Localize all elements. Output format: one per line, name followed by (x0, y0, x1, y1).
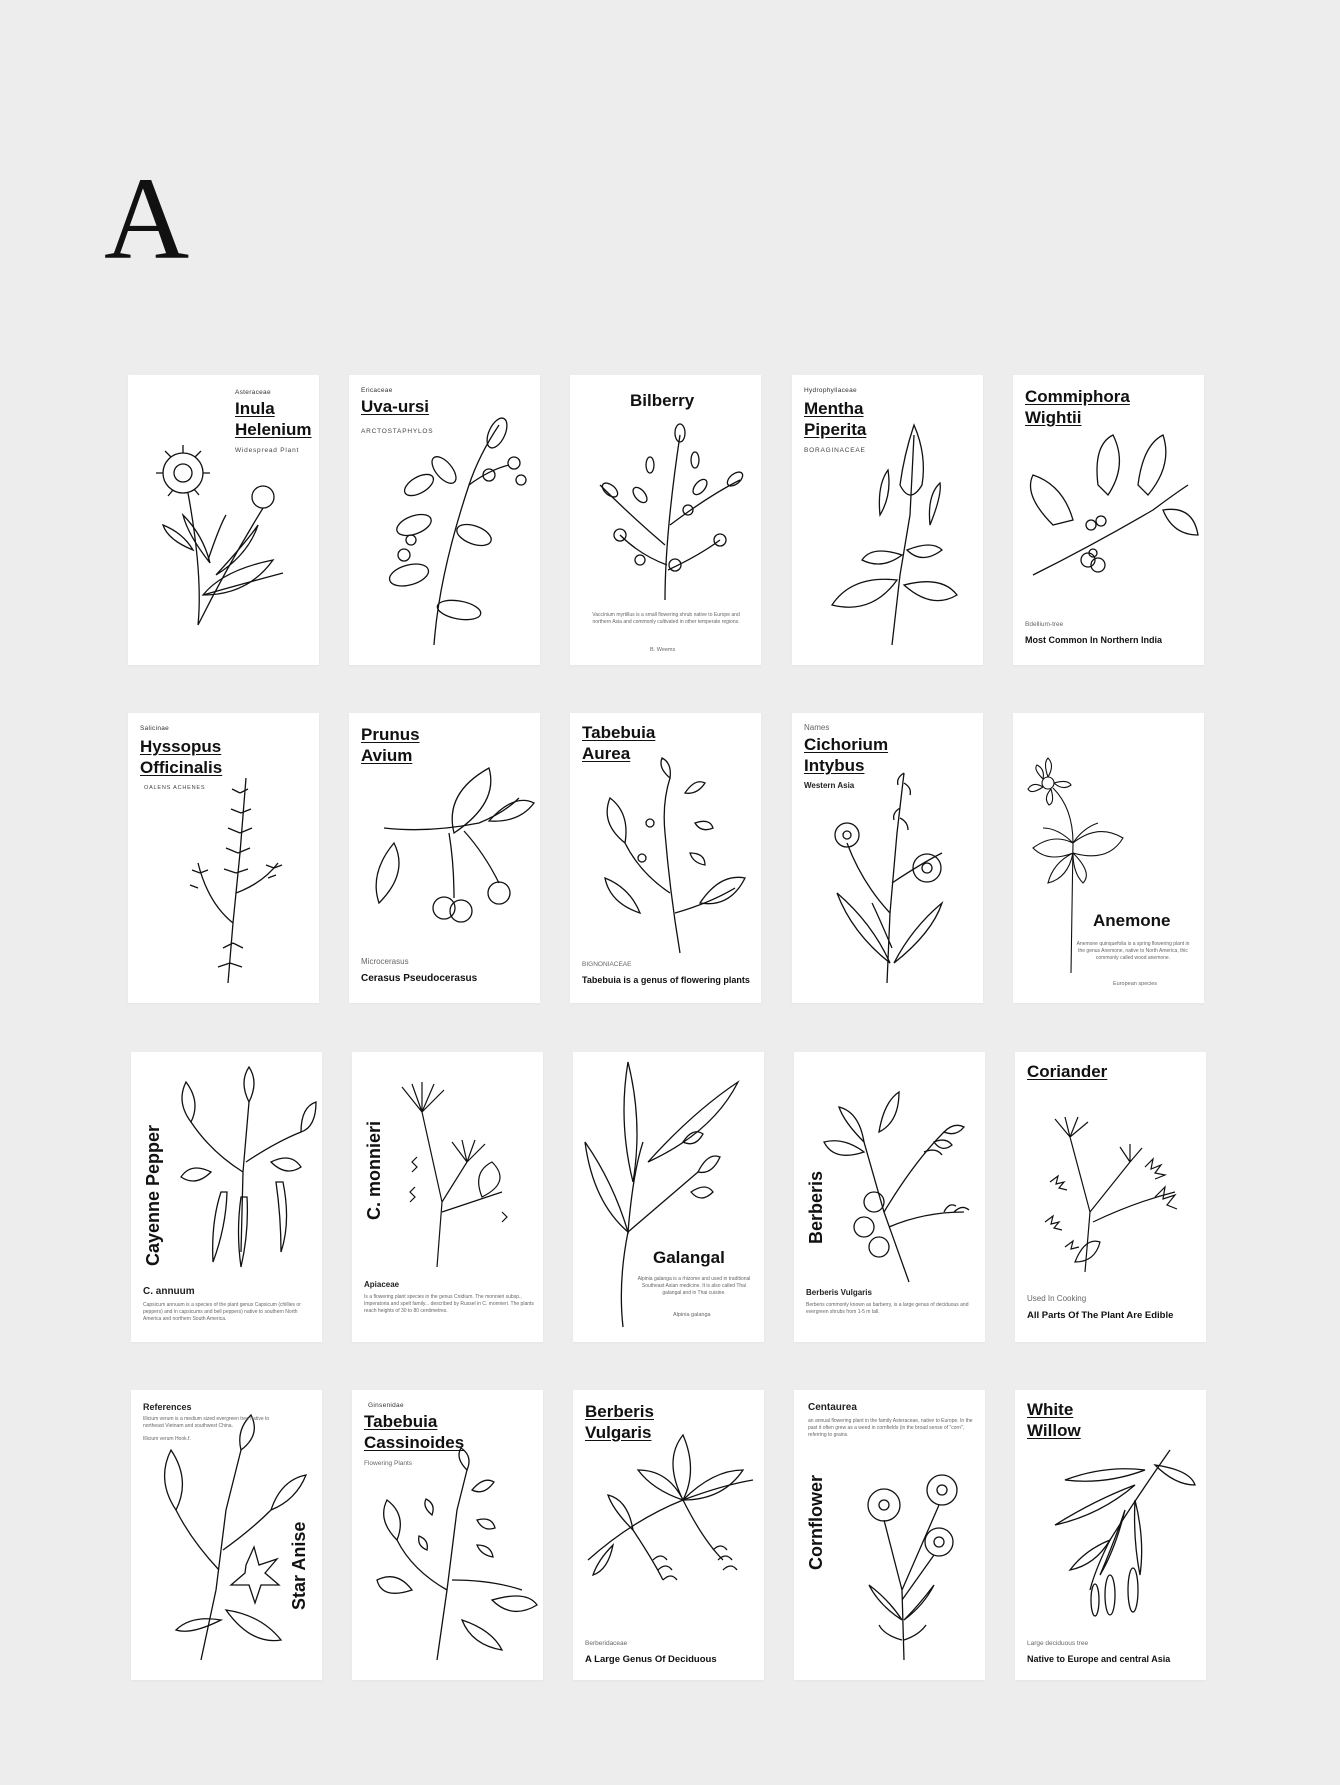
plant-card-cayenne-pepper[interactable] (131, 1052, 322, 1342)
card-caption: Large deciduous tree (1027, 1640, 1089, 1647)
card-title-line2: Cassinoides (364, 1433, 465, 1452)
card-title: Tabebuia (364, 1412, 438, 1431)
card-title: Star Anise (289, 1521, 309, 1610)
card-title-line2: Avium (361, 746, 413, 765)
plant-card-uva-ursi[interactable] (349, 375, 540, 665)
card-subtitle: BORAGINACEAE (804, 447, 866, 454)
card-tagline: Tabebuia is a genus of flowering plants (582, 975, 750, 985)
card-note: European species (1113, 981, 1158, 987)
card-title: Bilberry (630, 391, 695, 410)
card-subtitle: ARCTOSTAPHYLOS (361, 428, 434, 435)
card-family: Salicinae (140, 725, 170, 732)
card-note: Alpinia galanga (673, 1312, 711, 1318)
card-title: Hyssopus (140, 737, 222, 756)
card-title: Cornflower (806, 1474, 826, 1570)
card-description: Berberis commonly known as barberry, is a large genus of deciduous and evergreen shrubs from 1-5 m tall. (806, 1302, 969, 1315)
plant-card-tabebuia-cassinoides[interactable] (352, 1390, 543, 1680)
card-family: Ginsenidae (368, 1402, 404, 1409)
card-title-line2: Vulgaris (585, 1423, 652, 1442)
plant-card-cichorium-intybus[interactable] (792, 713, 983, 1003)
card-title: Cichorium (804, 735, 889, 754)
plant-card-cornflower[interactable] (794, 1390, 985, 1680)
card-title-line2: Piperita (804, 420, 867, 439)
card-caption: BIGNONIACEAE (582, 961, 632, 968)
card-description: Illicium verum is a medium sized evergreen tree native to northeast Vietnam and southwest China. (143, 1416, 270, 1429)
galangal-illustration (573, 1052, 764, 1342)
card-caption: Apiaceae (364, 1280, 400, 1289)
plant-card-prunus-avium[interactable] (349, 713, 540, 1003)
uva-ursi-illustration (349, 375, 540, 665)
card-caption: Microcerasus (361, 957, 409, 966)
card-description: Capsicum annuum is a species of the plant genus Capsicum (chillies or peppers) and in capsicums and bell peppers) native to southern North America and northern South America. (143, 1302, 301, 1322)
card-tagline: Cerasus Pseudocerasus (361, 973, 478, 984)
card-description: an annual flowering plant in the family Asteraceae, native to Europe. In the past it often grew as a weed in cornfields (in the broad sense of "corn", referring to grains. (808, 1418, 973, 1438)
plant-card-bilberry[interactable] (570, 375, 761, 665)
card-title-line2: Wightii (1025, 408, 1082, 427)
card-tagline: All Parts Of The Plant Are Edible (1027, 1310, 1174, 1321)
plant-card-c-monnieri[interactable] (352, 1052, 543, 1342)
card-title-line2: Officinalis (140, 758, 223, 777)
card-tagline: Most Common In Northern India (1025, 635, 1162, 645)
card-title: Tabebuia (582, 723, 656, 742)
card-title: White (1027, 1400, 1074, 1419)
card-tagline: A Large Genus Of Deciduous (585, 1654, 717, 1665)
card-description: Vaccinium myrtillus is a small flowering shrub native to Europe and northern Asia and commonly cultivated in other temperate regions. (592, 612, 740, 625)
card-caption: References (143, 1402, 192, 1412)
card-caption: Used In Cooking (1027, 1294, 1087, 1303)
card-subtitle: Flowering Plants (364, 1460, 413, 1467)
card-title: Mentha (804, 399, 864, 418)
card-subtitle: Western Asia (804, 781, 855, 790)
card-note: Illicium verum Hook.f. (143, 1436, 191, 1442)
plant-card-commiphora-wightii[interactable] (1013, 375, 1204, 665)
card-caption: Centaurea (808, 1402, 857, 1413)
card-title: Prunus (361, 725, 420, 744)
card-title: Coriander (1027, 1062, 1108, 1081)
card-note: B. Weems (650, 647, 676, 653)
plant-card-hyssopus-officinalis[interactable] (128, 713, 319, 1003)
inula-illustration (128, 375, 319, 665)
card-subtitle: Widespread Plant (235, 447, 300, 454)
card-description: Is a flowering plant species in the genus Cnidium. The monnieri subsp., Imperatoria and spelt family... described by Russel in C. monnieri. The plants reach heights of 30 to 80 centimetres. (364, 1294, 534, 1314)
section-letter: A (104, 153, 190, 284)
card-caption: Berberidaceae (585, 1640, 628, 1647)
card-title-line2: Intybus (804, 756, 865, 775)
card-family: Ericaceae (361, 387, 393, 394)
plant-card-coriander[interactable] (1015, 1052, 1206, 1342)
card-title: Galangal (653, 1248, 725, 1267)
plant-card-tabebuia-aurea[interactable] (570, 713, 761, 1003)
card-tagline: Native to Europe and central Asia (1027, 1654, 1171, 1664)
card-title: Inula (235, 399, 275, 418)
card-description: Anemone quinquefolia is a spring flowering plant in the genus Anemone, native to North America, thic commonly called wood anemone. (1076, 941, 1190, 961)
plant-card-white-willow[interactable] (1015, 1390, 1206, 1680)
card-description: Alpinia galanga is a rhizome and used in traditional Southeast Asian medicine. It is also called Thai galangal and in Thai cuisine. (637, 1276, 751, 1296)
card-title: Berberis (806, 1170, 826, 1244)
plant-card-mentha-piperita[interactable] (792, 375, 983, 665)
plant-card-anemone[interactable] (1013, 713, 1204, 1003)
card-subtitle: OALENS ACHENES (144, 785, 206, 791)
card-caption: Bdellium-tree (1025, 621, 1064, 628)
plant-card-inula-helenium[interactable] (128, 375, 319, 665)
plant-card-berberis-vulgaris[interactable] (573, 1390, 764, 1680)
plant-card-star-anise[interactable] (131, 1390, 322, 1680)
card-title-line2: Willow (1027, 1421, 1081, 1440)
card-title-line2: Aurea (582, 744, 631, 763)
card-family: Asteraceae (235, 389, 271, 396)
card-title: C. monnieri (364, 1120, 384, 1220)
card-title: Anemone (1093, 911, 1171, 930)
card-caption: Berberis Vulgaris (806, 1288, 872, 1297)
card-title: Uva-ursi (361, 397, 430, 416)
card-family: Hydrophyllaceae (804, 387, 857, 394)
card-title: Cayenne Pepper (143, 1124, 163, 1266)
plant-card-galangal[interactable] (573, 1052, 764, 1342)
card-title: Berberis (585, 1402, 654, 1421)
card-title-line2: Helenium (235, 420, 312, 439)
plant-card-berberis[interactable] (794, 1052, 985, 1342)
card-title: Commiphora (1025, 387, 1130, 406)
card-caption: C. annuum (143, 1286, 195, 1297)
card-family: Names (804, 723, 830, 732)
